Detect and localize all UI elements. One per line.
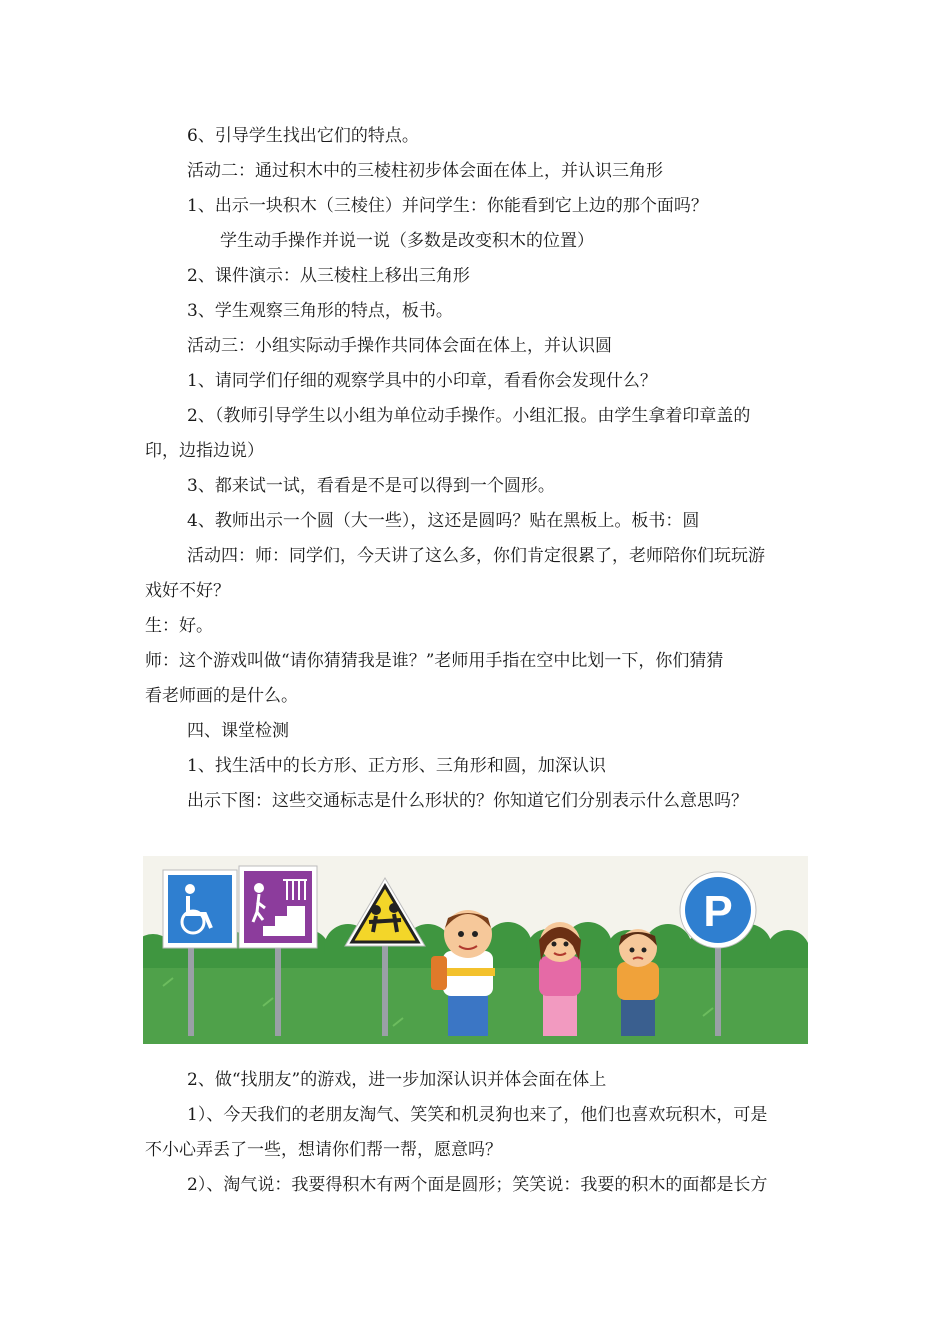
parking-sign-letter: P xyxy=(703,887,733,936)
text-line: 1、找生活中的长方形、正方形、三角形和圆，加深认识 xyxy=(187,756,606,776)
text-line: 1、出示一块积木（三棱住）并问学生：你能看到它上边的那个面吗？ xyxy=(187,196,708,216)
text-line: 6、引导学生找出它们的特点。 xyxy=(187,126,419,146)
text-line: 2、做“找朋友”的游戏，进一步加深认识并体会面在体上 xyxy=(187,1070,607,1090)
text-line: 1、请同学们仔细的观察学具中的小印章，看看你会发现什么？ xyxy=(187,371,657,391)
text-line: 2、课件演示：从三棱柱上移出三角形 xyxy=(187,266,470,286)
text-line: 4、教师出示一个圆（大一些），这还是圆吗？贴在黑板上。板书：圆 xyxy=(187,511,700,531)
text-line: 3、都来试一试，看看是不是可以得到一个圆形。 xyxy=(187,476,555,496)
child-girl-icon xyxy=(539,922,581,1036)
text-line: 印，边指边说） xyxy=(145,441,264,461)
text-line: 3、学生观察三角形的特点，板书。 xyxy=(187,301,453,321)
text-line: 学生动手操作并说一说（多数是改变积木的位置） xyxy=(220,231,594,251)
text-line: 活动四：师：同学们，今天讲了这么多，你们肯定很累了，老师陪你们玩玩游 xyxy=(187,546,765,566)
text-line: 1）、今天我们的老朋友淘气、笑笑和机灵狗也来了，他们也喜欢玩积木，可是 xyxy=(187,1105,768,1125)
text-line: 活动三：小组实际动手操作共同体会面在体上，并认识圆 xyxy=(187,336,612,356)
text-line: 2）、淘气说：我要得积木有两个面是圆形；笑笑说：我要的积木的面都是长方 xyxy=(187,1175,768,1195)
text-line: 不小心弄丢了一些，想请你们帮一帮，愿意吗？ xyxy=(145,1140,502,1160)
text-line: 师：这个游戏叫做“请你猜猜我是谁？”老师用手指在空中比划一下，你们猜猜 xyxy=(145,651,724,671)
child-boy-two-icon xyxy=(617,929,659,1036)
traffic-signs-illustration xyxy=(143,856,808,1044)
text-line: 看老师画的是什么。 xyxy=(145,686,298,706)
section-heading: 四、课堂检测 xyxy=(187,721,289,741)
text-line: 出示下图：这些交通标志是什么形状的？你知道它们分别表示什么意思吗？ xyxy=(187,791,748,811)
text-line: 2、（教师引导学生以小组为单位动手操作。小组汇报。由学生拿着印章盖的 xyxy=(187,406,751,426)
text-line: 生：好。 xyxy=(145,616,213,636)
text-line: 戏好不好？ xyxy=(145,581,230,601)
text-line: 活动二：通过积木中的三棱柱初步体会面在体上，并认识三角形 xyxy=(187,161,663,181)
